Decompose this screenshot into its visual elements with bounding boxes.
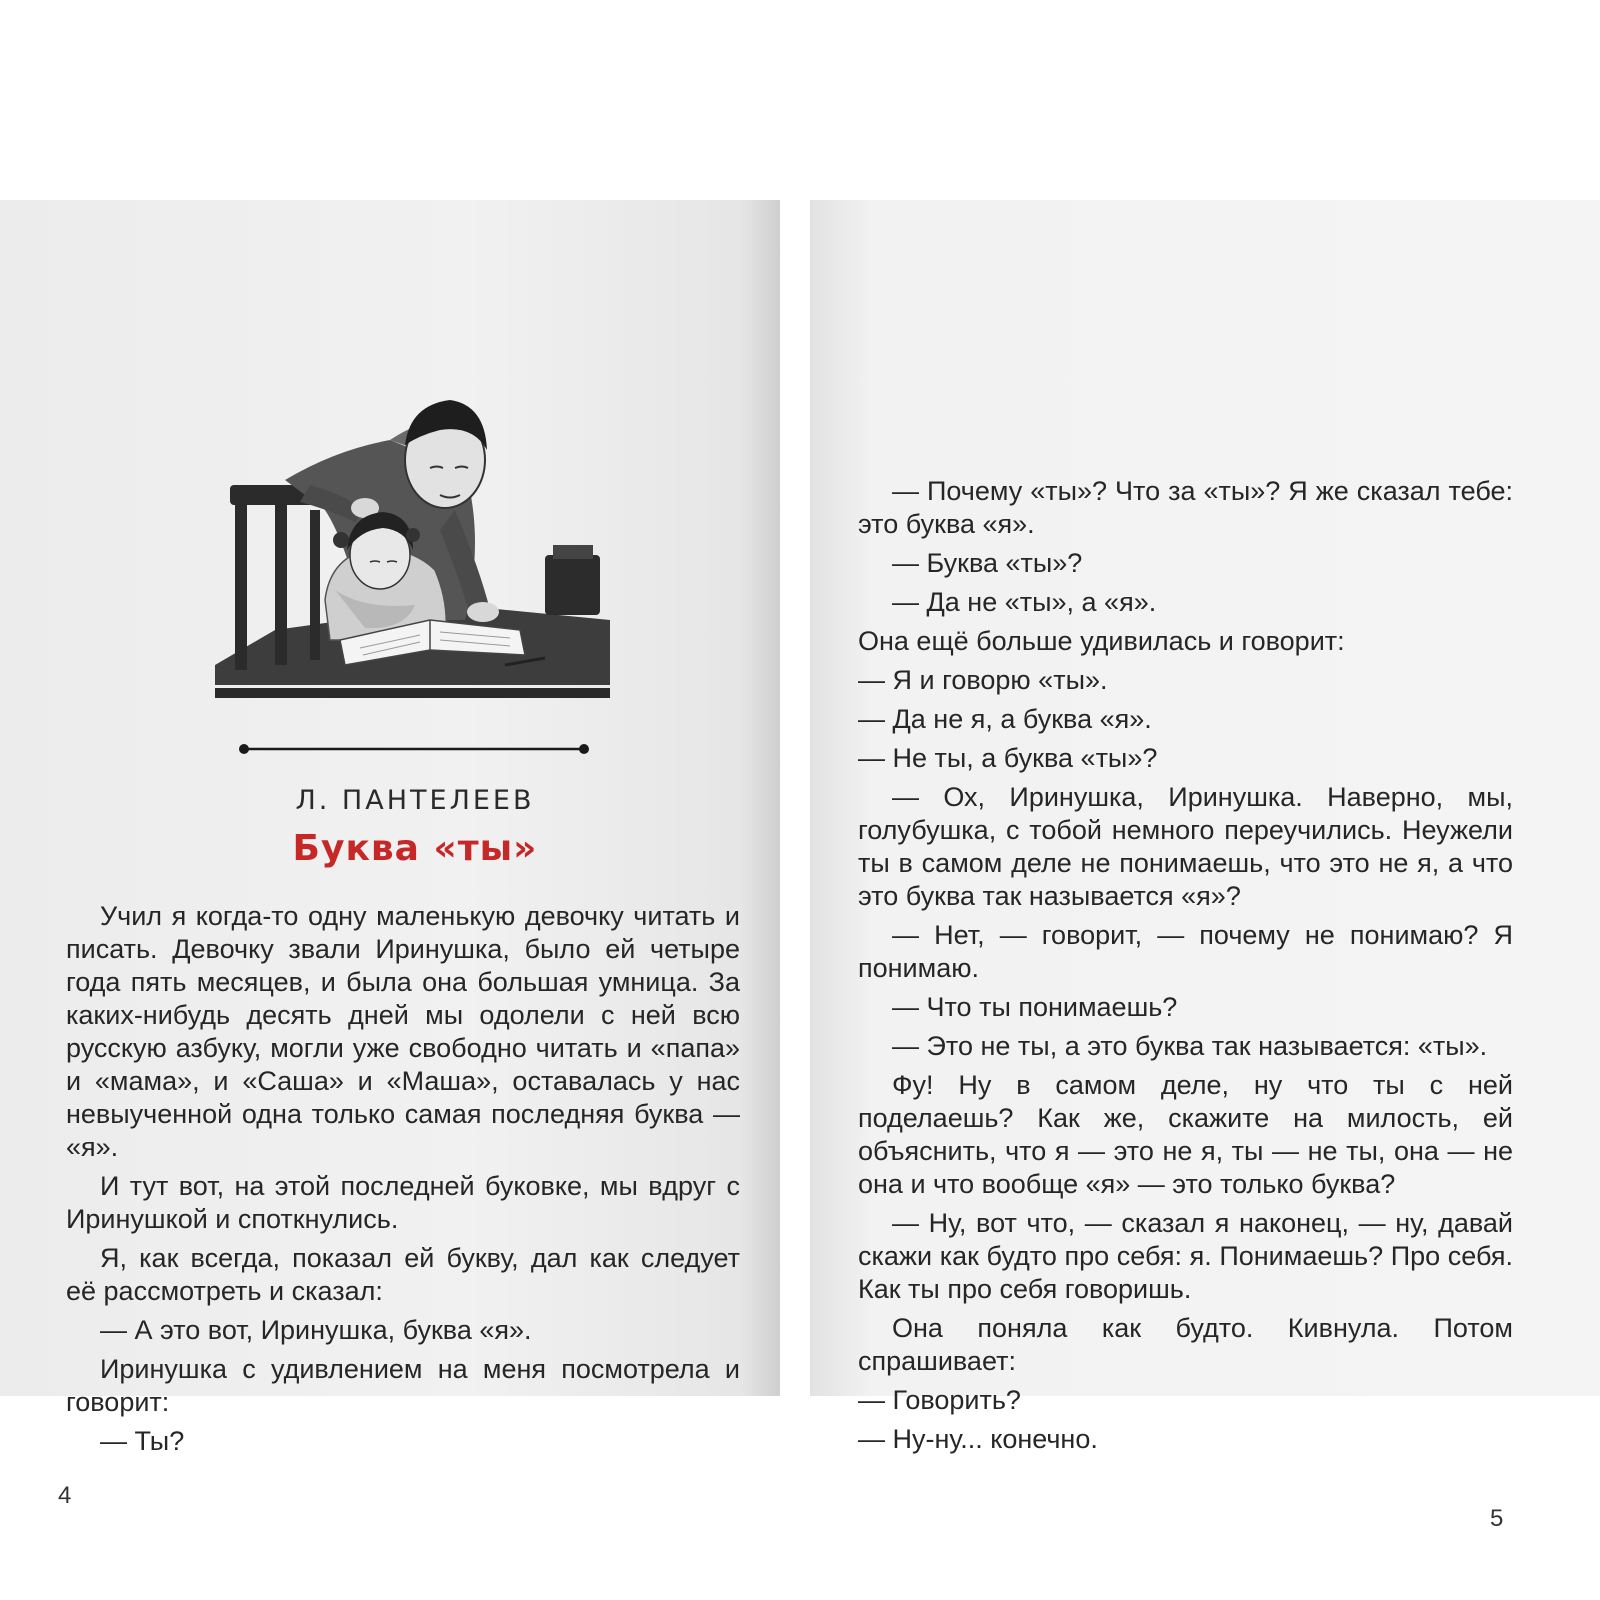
paragraph: — Не ты, а буква «ты»?	[858, 743, 1158, 773]
paragraph: Иринушка с удивлением на меня посмотрела и говорит:	[66, 1354, 740, 1417]
story-title: Буква «ты»	[292, 828, 538, 869]
paragraph: Фу! Ну в самом деле, ну что ты с ней поделаешь? Как же, скажите на милость, ей объяснить, что я — это не я, ты — не ты, она — не она и что вообще «я» — это только буква?	[858, 1070, 1513, 1199]
paragraph: — Ну-ну... конечно.	[858, 1424, 1098, 1454]
paragraph: — Ты?	[100, 1426, 185, 1456]
paragraph: — Да не «ты», а «я».	[892, 587, 1157, 617]
paragraph: — Что ты понимаешь?	[892, 992, 1178, 1022]
page-number-left: 4	[58, 1482, 72, 1509]
paragraph: Она поняла как будто. Кивнула. Потом спрашивает:	[858, 1313, 1513, 1376]
paragraph: — Это не ты, а это буква так называется: «ты».	[892, 1031, 1488, 1061]
author-name: Л. ПАНТЕЛЕЕВ	[295, 785, 535, 816]
paragraph: — Буква «ты»?	[892, 548, 1083, 578]
paragraph: Я, как всегда, показал ей букву, дал как следует её рассмотреть и сказал:	[66, 1243, 740, 1306]
paragraph: И тут вот, на этой последней буковке, мы вдруг с Иринушкой и споткнулись.	[66, 1171, 740, 1234]
paragraph: — Почему «ты»? Что за «ты»? Я же сказал тебе: это буква «я».	[858, 476, 1513, 539]
paragraph: — Говорить?	[858, 1385, 1021, 1415]
book-spread	[0, 200, 1600, 1532]
man-teaching-girl-illustration	[215, 210, 610, 700]
page-gutter	[780, 200, 810, 1396]
paragraph: Учил я когда-то одну маленькую девочку читать и писать. Девочку звали Иринушка, было ей четыре года пять месяцев, и была она большая умница. За каких-нибудь десять дней мы одолели с ней всю русскую азбуку, могли уже свободно читать и «папа» и «мама», и «Саша» и «Маша», оставалась у нас невыученной одна только самая последняя буква — «я».	[66, 901, 740, 1162]
paragraph: — Нет, — говорит, — почему не понимаю? Я понимаю.	[858, 920, 1513, 983]
paragraph: — Да не я, а буква «я».	[858, 704, 1152, 734]
left-page-text	[66, 900, 740, 1464]
paragraph: Она ещё больше удивилась и говорит:	[858, 626, 1345, 656]
paragraph: — Ну, вот что, — сказал я наконец, — ну, давай скажи как будто про себя: я. Понимаешь? Про себя. Как ты про себя говоришь.	[858, 1208, 1513, 1304]
page-number-right: 5	[1490, 1505, 1504, 1532]
left-page	[0, 200, 780, 1509]
paragraph: — А это вот, Иринушка, буква «я».	[100, 1315, 532, 1345]
divider-line-with-dots	[238, 742, 590, 756]
paragraph: — Я и говорю «ты».	[858, 665, 1108, 695]
paragraph: — Ох, Иринушка, Иринушка. Наверно, мы, голубушка, с тобой немного переучились. Неужели ты в самом деле не понимаешь, что это не я, а что это буква так называется «я»?	[858, 782, 1513, 911]
right-page-text	[858, 475, 1513, 1462]
